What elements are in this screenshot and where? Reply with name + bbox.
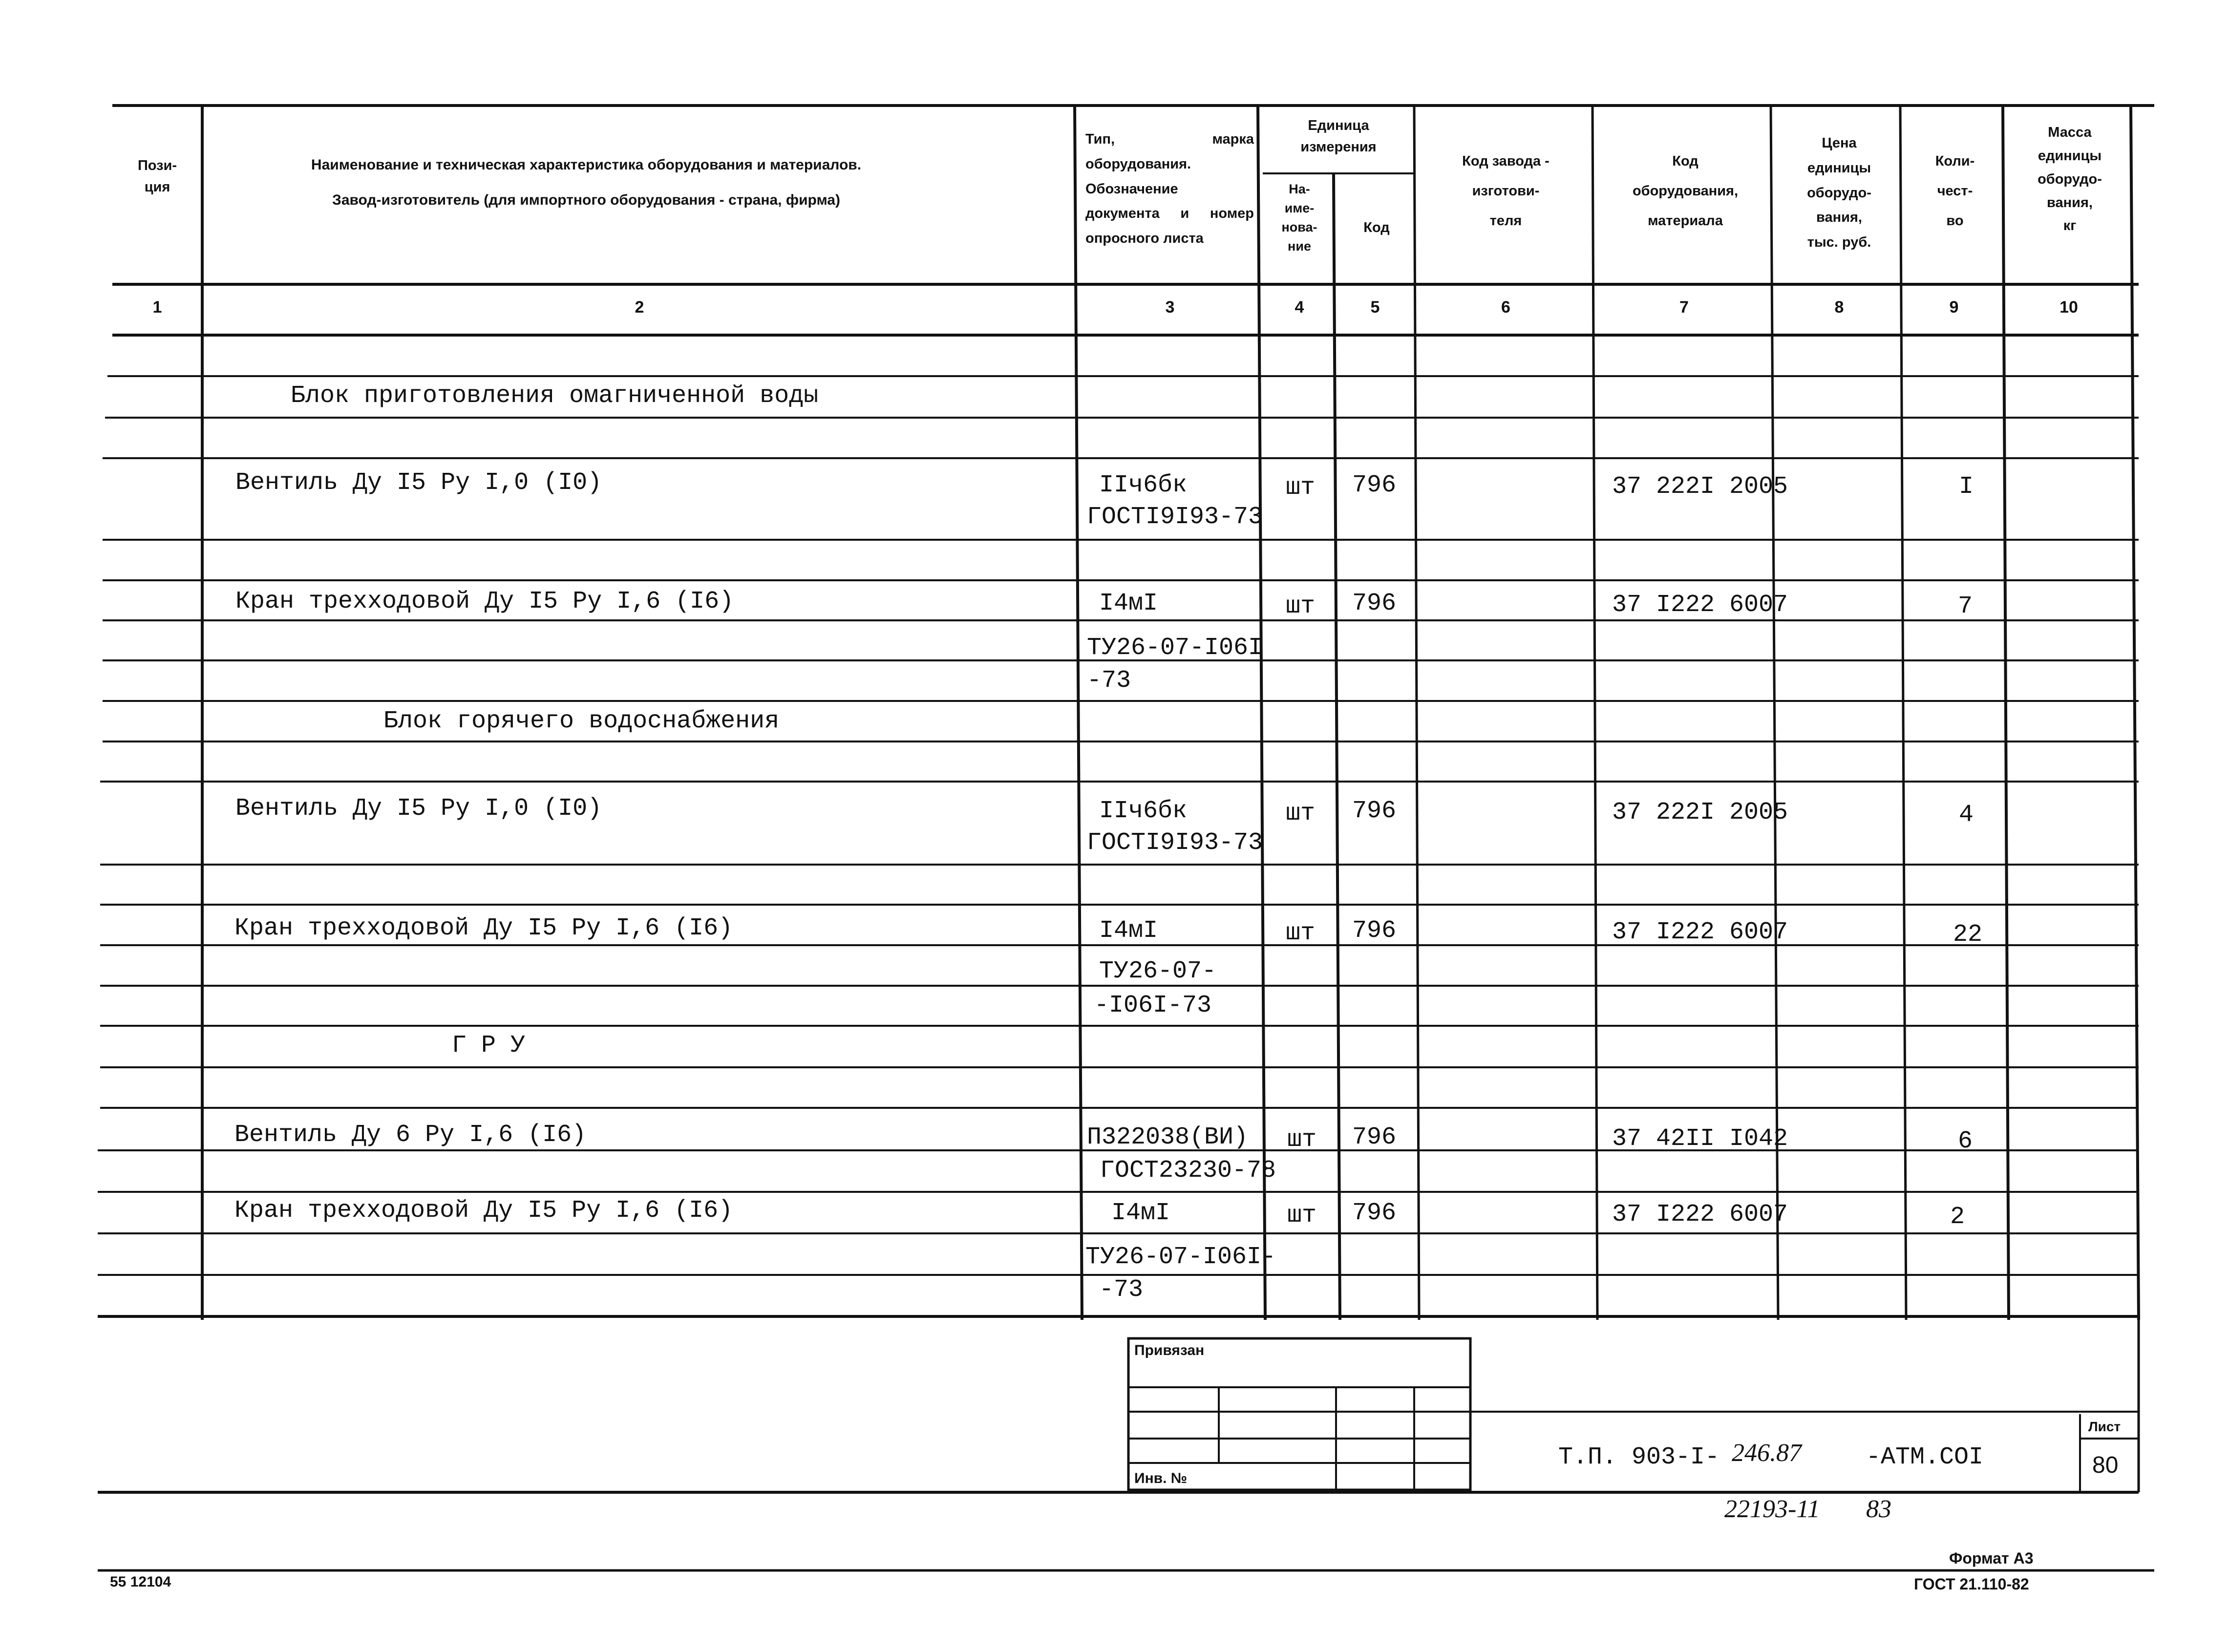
item-unit: шт: [1287, 1202, 1317, 1229]
col-header-position: Пози- ция: [137, 158, 177, 195]
item-name: Кран трехходовой Ду I5 Ру I,6 (I6): [234, 1197, 733, 1225]
item-unit: шт: [1286, 800, 1316, 827]
item-code: 37 I222 6007: [1612, 918, 1788, 946]
col-number: 6: [1501, 298, 1510, 317]
item-name: Вентиль Ду 6 Ру I,6 (I6): [234, 1121, 587, 1149]
item-type: IIч6бк: [1099, 797, 1188, 825]
item-unit: шт: [1287, 1126, 1317, 1154]
col-header-quantity: Коли- чест- во: [1935, 153, 1975, 229]
item-doc: ТУ26-07-: [1099, 957, 1217, 985]
item-type: П322038(ВИ): [1087, 1123, 1249, 1151]
item-quantity: 2: [1950, 1203, 1965, 1231]
col-number: 8: [1834, 298, 1844, 317]
item-code: 37 I222 6007: [1612, 591, 1788, 619]
item-doc: ТУ26-07-I06I: [1087, 634, 1263, 662]
col-number: 5: [1370, 298, 1380, 317]
item-code: 37 222I 2005: [1612, 473, 1788, 501]
item-unit-code: 796: [1352, 1123, 1397, 1151]
unit-group-header: Единица измерения: [1300, 118, 1377, 155]
stamp-privyazan: Привязан: [1134, 1342, 1205, 1358]
section-title: Блок приготовления омагниченной воды: [291, 382, 819, 410]
item-unit-code: 796: [1352, 471, 1397, 499]
footer-format: Формат А3: [1949, 1549, 2034, 1567]
item-quantity: 6: [1958, 1127, 1973, 1155]
item-type: I4мI: [1111, 1199, 1170, 1227]
item-doc: ГОСТI9I93-73: [1087, 503, 1263, 531]
item-quantity: 22: [1953, 921, 1983, 949]
item-unit: шт: [1286, 593, 1316, 620]
item-code: 37 I222 6007: [1612, 1201, 1788, 1228]
item-unit-code: 796: [1352, 797, 1397, 825]
col-number: 9: [1949, 298, 1959, 317]
col-number: 4: [1295, 298, 1304, 317]
col-number: 3: [1165, 298, 1175, 317]
doc-number-suffix: -АТМ.СОI: [1866, 1443, 1984, 1471]
section-title: Г Р У: [452, 1032, 526, 1059]
item-unit: шт: [1286, 919, 1316, 947]
item-name: Вентиль Ду I5 Ру I,0 (I0): [235, 469, 602, 497]
col-header-price: Цена единицы оборудо- вания, тыс. руб.: [1807, 135, 1871, 250]
sheet-label: Лист: [2088, 1419, 2121, 1434]
doc-number-prefix: Т.П. 903-I-: [1558, 1443, 1720, 1471]
item-unit-code: 796: [1352, 917, 1397, 945]
item-doc: ГОСТI9I93-73: [1087, 829, 1263, 857]
col-number: 10: [2059, 298, 2078, 317]
col-number: 7: [1679, 298, 1689, 317]
item-unit-code: 796: [1352, 590, 1397, 617]
item-type: I4мI: [1099, 590, 1158, 617]
item-doc: ГОСТ23230-78: [1100, 1157, 1276, 1185]
item-quantity: I: [1959, 473, 1974, 501]
item-code: 37 42II I042: [1612, 1125, 1788, 1153]
item-unit-code: 796: [1352, 1199, 1397, 1227]
footer-gost: ГОСТ 21.110-82: [1914, 1575, 2029, 1593]
item-name: Кран трехходовой Ду I5 Ру I,6 (I6): [234, 914, 733, 942]
col-number: 2: [635, 298, 644, 317]
item-name: Кран трехходовой Ду I5 Ру I,6 (I6): [235, 588, 734, 615]
item-doc: -73: [1087, 667, 1131, 695]
item-doc: -I06I-73: [1094, 992, 1212, 1019]
footer-code: 55 12104: [110, 1574, 171, 1590]
item-quantity: 4: [1959, 801, 1974, 829]
col-header-unit-name: На- име- нова- ние: [1281, 182, 1317, 254]
sheet-number: 80: [2092, 1452, 2119, 1478]
item-name: Вентиль Ду I5 Ру I,0 (I0): [235, 795, 602, 823]
col-header-type: Тип, марка оборудования. Обозначение документа и номер опросного листа: [1085, 131, 1254, 246]
stamp-inv-no: Инв. №: [1134, 1470, 1188, 1486]
item-doc: ТУ26-07-I06I-: [1085, 1243, 1276, 1271]
col-header-mass: Масса единицы оборудо- вания, кг: [2038, 125, 2102, 234]
section-title: Блок горячего водоснабжения: [383, 707, 780, 735]
col-header-name: Наименование и техническая характеристика оборудования и материалов. Завод-изготовитель (для импортного оборудования - страна, фирма): [311, 157, 862, 208]
item-code: 37 222I 2005: [1612, 799, 1788, 826]
col-header-equipment-code: Код оборудования, материала: [1632, 153, 1739, 229]
item-doc: -73: [1099, 1276, 1144, 1304]
item-type: I4мI: [1099, 917, 1158, 945]
col-number: 1: [152, 298, 162, 317]
handwritten-note: 22193-11: [1724, 1495, 1820, 1523]
doc-number-handwritten: 246.87: [1732, 1439, 1802, 1467]
item-unit: шт: [1286, 474, 1316, 502]
col-header-plant-code: Код завода - изготови- теля: [1462, 153, 1550, 229]
item-quantity: 7: [1958, 593, 1973, 620]
item-type: IIч6бк: [1099, 471, 1188, 499]
handwritten-note: 83: [1866, 1495, 1891, 1523]
col-header-unit-code: Код: [1363, 220, 1390, 235]
